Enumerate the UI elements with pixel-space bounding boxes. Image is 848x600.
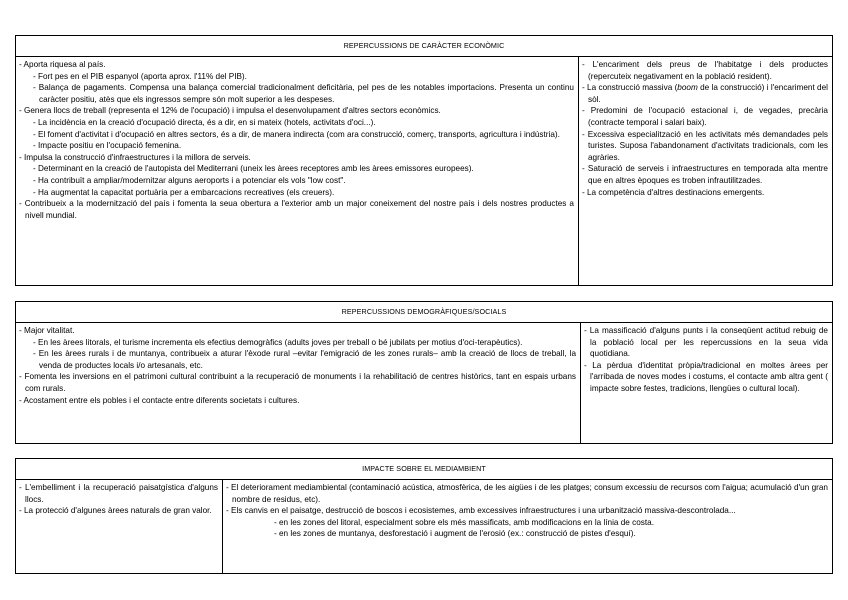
list-item: - Ha contribuït a ampliar/modernitzar alguns aeroports i a potenciar els vols "low cost". xyxy=(33,175,346,185)
list-item: - Ha augmentat la capacitat portuària per a embarcacions recreatives (els creuers). xyxy=(33,187,335,197)
list-item: - Predomini de l'ocupació estacional i, de vegades, precària (contracte temporal i salari baix). xyxy=(582,106,828,127)
list-item: - La competència d'altres destinacions emergents. xyxy=(582,187,765,197)
list-item: - Balança de pagaments. Compensa una balança comercial tradicionalment deficitària, pel pes de les notables importacions. Presenta un continu caràcter positiu, atès que els ingressos sempre són molt superior a les despeses. xyxy=(33,83,574,104)
list-item: - L'encariment dels preus de l'habitatge i dels productes (repercuteix negativament en la població resident). xyxy=(582,60,828,81)
list-item: - en les zones de muntanya, desforestació i augment de l'erosió (ex.: construcció de pistes d'esquí). xyxy=(274,529,636,539)
list-item: - Saturació de serveis i infraestructures en temporada alta mentre que en altres èpoques es troben infrautilitzades. xyxy=(582,164,828,185)
list-item: - Els canvis en el paisatge, destrucció de boscos i ecosistemes, amb excessives infraestructures i una urbanització massiva-descontrolada... xyxy=(226,506,736,516)
positive-effects-column xyxy=(16,57,578,285)
list-item: - El foment d'activitat i d'ocupació en altres sectors, és a dir, de manera indirecta (com ara construcció, comerç, transports, agricultura i indústria). xyxy=(33,129,560,139)
economic-repercussions-table xyxy=(15,35,833,286)
list-item: - La pèrdua d'identitat pròpia/tradicional en moltes àrees per l'arribada de noves modes i costums, el contacte amb altra gent ( impacte sobre festes, tradicions, llengües o cultural local). xyxy=(584,360,828,393)
social-repercussions-table xyxy=(15,301,833,444)
list-item: - El deteriorament mediambiental (contaminació acústica, atmosfèrica, de les aigües i de les platges; consum excessiu de recursos com l'aigua; acumulació d'un gran nombre de residus, etc). xyxy=(226,483,828,504)
negative-effects-column xyxy=(222,480,832,573)
list-item: - Aporta riquesa al país. xyxy=(19,60,106,69)
list-item: - Acostament entre els pobles i el contacte entre diferents societats i cultures. xyxy=(19,395,300,405)
positive-effects-column xyxy=(16,480,222,573)
list-item: - Determinant en la creació de l'autopista del Mediterrani (uneix les àrees receptores amb les àrees emissores europees). xyxy=(33,164,474,174)
list-item: - en les zones del litoral, especialment sobre els més massificats, amb modificacions en la línia de costa. xyxy=(274,517,654,527)
list-item: - La protecció d'algunes àrees naturals de gran valor. xyxy=(19,506,212,516)
list-item: - En les àrees rurals i de muntanya, contribueix a aturar l'èxode rural –evitar l'emigració de les zones rurals– amb la creació de llocs de treball, la venda de productes locals i/o artesanals, etc. xyxy=(33,349,576,370)
list-item: - Excessiva especialització en les activitats més demandades pels turistes. Suposa l'abandonament d'activitats tradicionals, com les agràries. xyxy=(582,129,828,162)
negative-effects-column xyxy=(578,57,832,285)
list-item: - La massificació d'alguns punts i la conseqüent actitud rebuig de la població local per les repercussions en la seua vida quotidiana. xyxy=(584,326,828,359)
table-title: IMPACTE SOBRE EL MEDIAMBIENT xyxy=(16,459,832,480)
list-item: - La incidència en la creació d'ocupació directa, és a dir, en si mateix (hotels, activitats d'oci...). xyxy=(33,117,376,127)
list-item: - Impulsa la construcció d'infraestructures i la millora de serveis. xyxy=(19,152,251,162)
table-title: REPERCUSSIONS DE CARÀCTER ECONÒMIC xyxy=(16,36,832,57)
negative-effects-column xyxy=(580,323,832,443)
list-item: - La construcció massiva (boom de la construcció) i l'encariment del sòl. xyxy=(582,83,828,104)
table-title: REPERCUSSIONS DEMOGRÀFIQUES/SOCIALS xyxy=(16,302,832,323)
list-item: - Fomenta les inversions en el patrimoni cultural contribuint a la recuperació de monuments i la rehabilitació de centres històrics, tant en espais urbans com rurals. xyxy=(19,372,576,393)
list-item: - En les àrees litorals, el turisme incrementa els efectius demogràfics (adults joves per treball o bé jubilats per motius d'oci-terapèutics). xyxy=(33,337,523,347)
list-item: - Fort pes en el PIB espanyol (aporta aprox. l'11% del PIB). xyxy=(33,71,247,81)
list-item: - Impacte positiu en l'ocupació femenina. xyxy=(33,141,182,151)
list-item: - Major vitalitat. xyxy=(19,326,75,335)
positive-effects-column xyxy=(16,323,580,443)
environment-impact-table xyxy=(15,458,833,574)
list-item: - Contribueix a la modernització del país i fomenta la seua obertura a l'exterior amb un major coneixement del nostre país i dels nostres productes a nivell mundial. xyxy=(19,199,574,220)
list-item: - L'embelliment i la recuperació paisatgística d'alguns llocs. xyxy=(19,483,218,504)
list-item: - Genera llocs de treball (representa el 12% de l'ocupació) i impulsa el desenvolupament d'altres sectors econòmics. xyxy=(19,106,441,116)
